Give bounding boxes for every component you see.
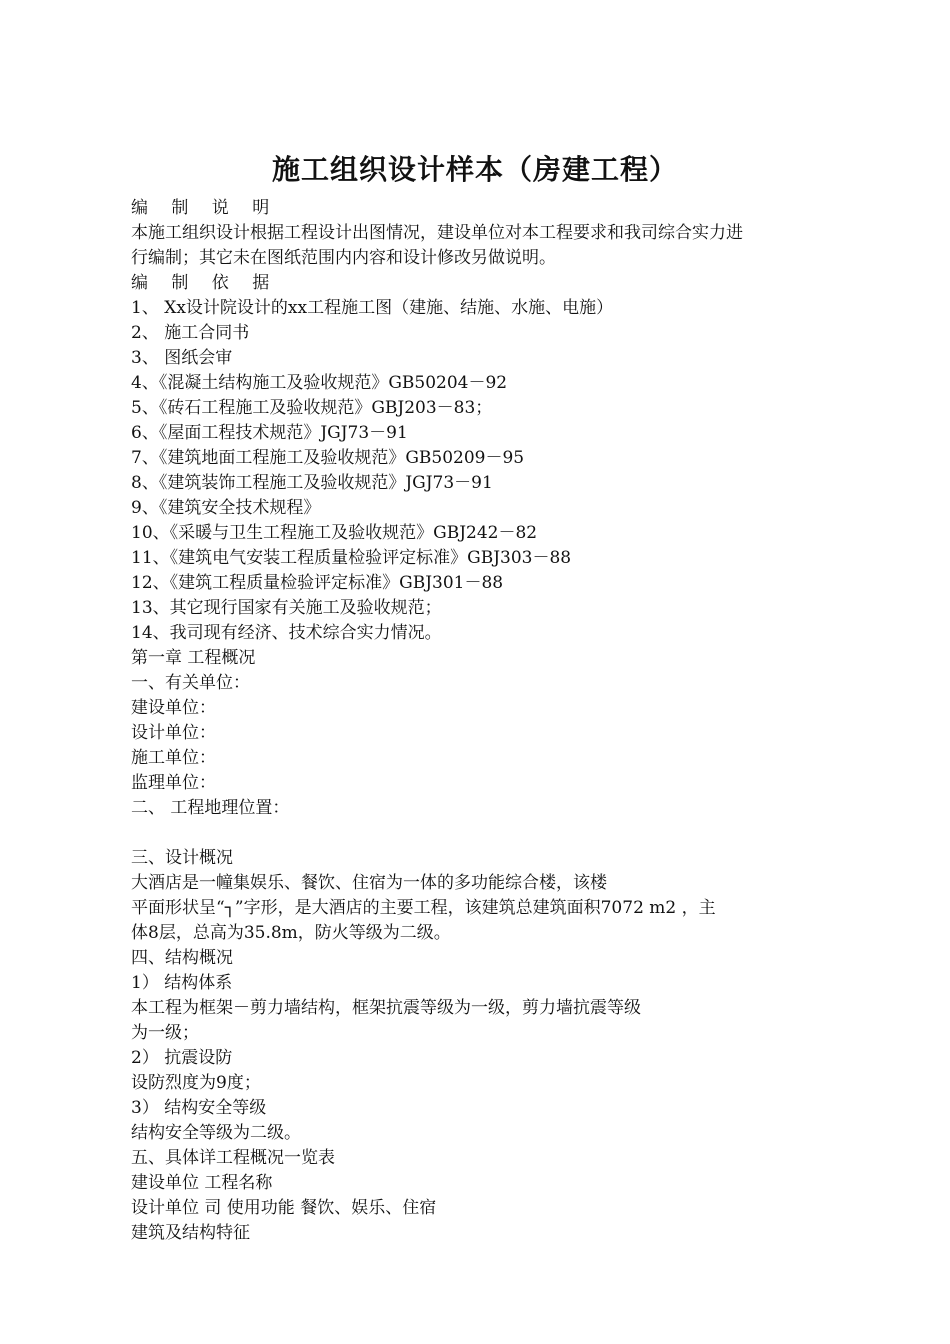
paragraph-line: 本工程为框架－剪力墙结构，框架抗震等级为一级，剪力墙抗震等级 (131, 998, 641, 1018)
list-item: 1、 Xx设计院设计的xx工程施工图（建施、结施、水施、电施） (131, 298, 614, 318)
list-item: 10、《采暖与卫生工程施工及验收规范》GBJ242－82 (131, 523, 538, 543)
paragraph-line: 本施工组织设计根据工程设计出图情况，建设单位对本工程要求和我司综合实力进 (131, 223, 743, 243)
list-item: 4、《混凝土结构施工及验收规范》GB50204－92 (131, 373, 508, 393)
section-heading: 四、结构概况 (131, 948, 233, 968)
document-title: 施工组织设计样本（房建工程） (271, 153, 678, 186)
section-heading: 三、设计概况 (131, 848, 233, 868)
subsection-heading: 2） 抗震设防 (131, 1048, 233, 1068)
list-item: 5、《砖石工程施工及验收规范》GBJ203－83； (131, 398, 493, 418)
section-heading: 二、 工程地理位置： (131, 798, 290, 818)
paragraph-line: 平面形状呈“┐”字形，是大酒店的主要工程，该建筑总建筑面积7072 m2 ，主 (131, 898, 716, 918)
list-item: 8、《建筑装饰工程施工及验收规范》JGJ73－91 (131, 473, 493, 493)
list-item: 7、《建筑地面工程施工及验收规范》GB50209－95 (131, 448, 525, 468)
list-item: 2、 施工合同书 (131, 323, 250, 343)
blank-line (131, 821, 831, 846)
list-item: 11、《建筑电气安装工程质量检验评定标准》GBJ303－88 (131, 548, 572, 568)
table-text-line: 建设单位 工程名称 (131, 1173, 273, 1193)
section-heading: 五、具体详工程概况一览表 (131, 1148, 335, 1168)
section-heading: 一、有关单位： (131, 673, 250, 693)
paragraph-line: 结构安全等级为二级。 (131, 1123, 301, 1143)
field-label: 建设单位： (131, 698, 216, 718)
field-label: 施工单位： (131, 748, 216, 768)
paragraph-line: 设防烈度为9度； (131, 1073, 261, 1093)
field-label: 监理单位： (131, 773, 216, 793)
document-body (131, 196, 831, 1246)
list-item: 3、 图纸会审 (131, 348, 233, 368)
list-item: 12、《建筑工程质量检验评定标准》GBJ301－88 (131, 573, 504, 593)
subsection-heading: 1） 结构体系 (131, 973, 233, 993)
section-heading-compilation-notes: 编 制 说 明 (131, 198, 279, 218)
subsection-heading: 3） 结构安全等级 (131, 1098, 267, 1118)
paragraph-line: 行编制；其它未在图纸范围内内容和设计修改另做说明。 (131, 248, 556, 268)
list-item: 14、我司现有经济、技术综合实力情况。 (131, 623, 442, 643)
table-text-line: 建筑及结构特征 (131, 1223, 250, 1243)
paragraph-line: 大酒店是一幢集娱乐、餐饮、住宿为一体的多功能综合楼，该楼 (131, 873, 607, 893)
list-item: 6、《屋面工程技术规范》JGJ73－91 (131, 423, 408, 443)
field-label: 设计单位： (131, 723, 216, 743)
chapter-heading: 第一章 工程概况 (131, 648, 256, 668)
paragraph-line: 为一级； (131, 1023, 199, 1043)
list-item: 9、《建筑安全技术规程》 (131, 498, 321, 518)
section-heading-compilation-basis: 编 制 依 据 (131, 273, 279, 293)
paragraph-line: 体8层，总高为35.8m，防火等级为二级。 (131, 923, 451, 943)
table-text-line: 设计单位 司 使用功能 餐饮、娱乐、住宿 (131, 1198, 437, 1218)
list-item: 13、其它现行国家有关施工及验收规范； (131, 598, 442, 618)
